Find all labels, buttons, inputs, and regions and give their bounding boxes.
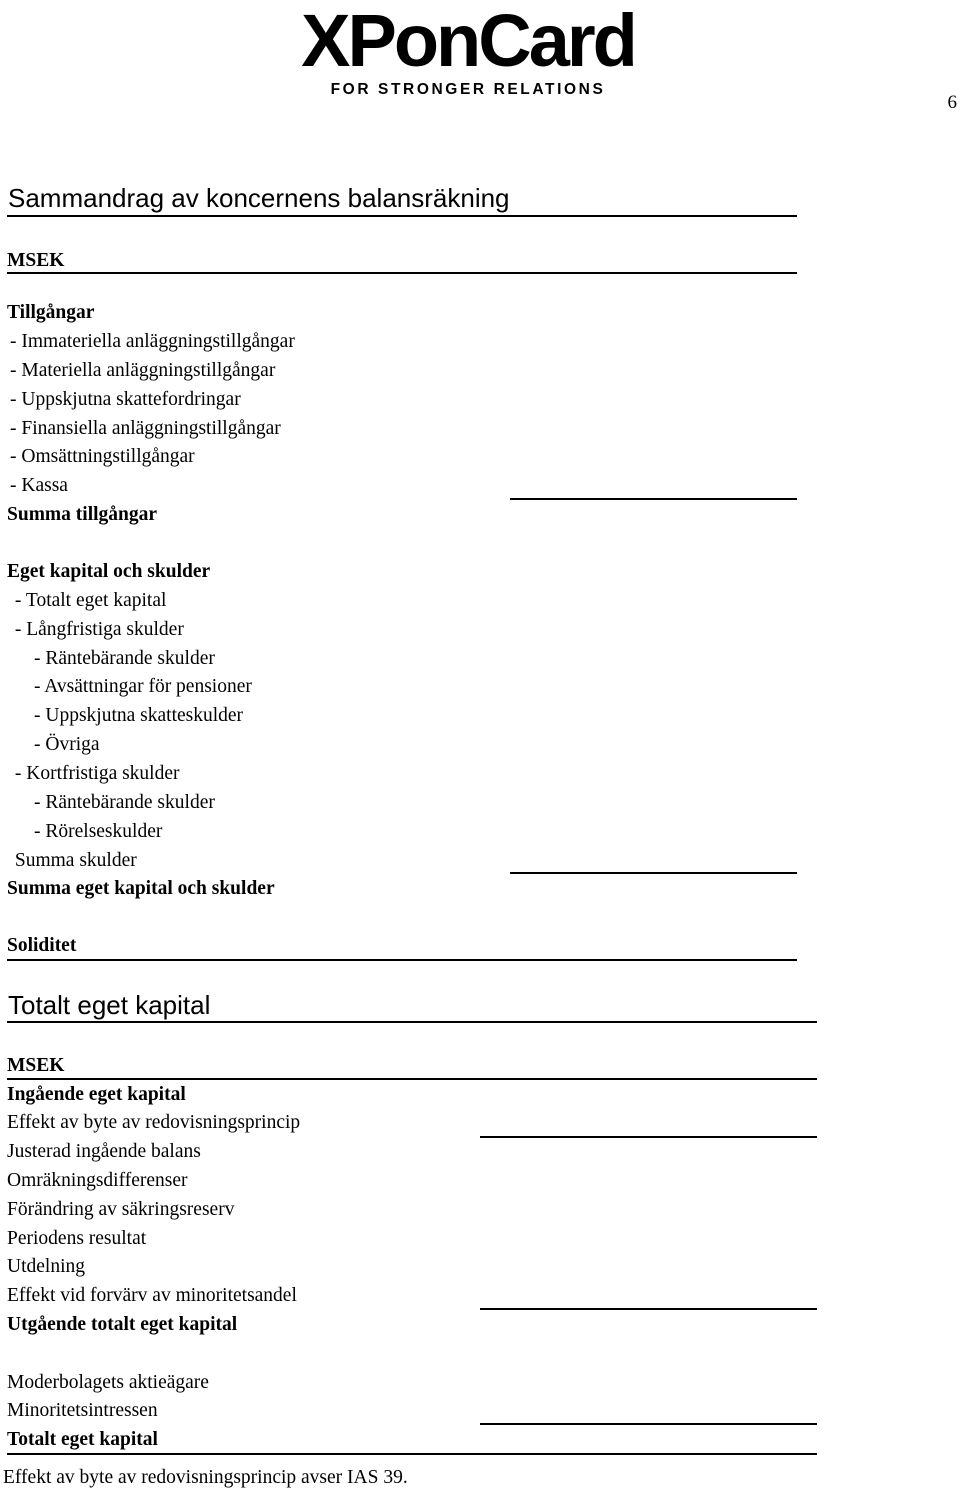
- sum-rule: [480, 1308, 817, 1310]
- row-label: Effekt av byte av redovisningsprincip: [7, 1112, 301, 1133]
- row-label: Summa skulder: [10, 850, 137, 871]
- section-end-rule: [7, 1453, 817, 1455]
- row-label: - Finansiella anläggningstillgångar: [10, 418, 281, 439]
- logo-wordmark: XPonCard: [301, 0, 635, 82]
- row-label: Moderbolagets aktieägare: [7, 1372, 209, 1393]
- row-label: - Räntebärande skulder: [34, 792, 215, 813]
- row-label: Utdelning: [7, 1256, 85, 1277]
- row-label: - Omsättningstillgångar: [10, 446, 195, 467]
- row-label: - Uppskjutna skattefordringar: [10, 389, 241, 410]
- balance-unit: MSEK: [7, 250, 65, 271]
- balance-title: Sammandrag av koncernens balansräkning: [8, 183, 510, 213]
- equity-title: Totalt eget kapital: [8, 990, 211, 1020]
- row-label: - Uppskjutna skatteskulder: [34, 705, 244, 726]
- page-number: 6: [947, 92, 957, 113]
- logo-tagline: FOR STRONGER RELATIONS: [330, 81, 606, 98]
- row-label: Justerad ingående balans: [7, 1141, 201, 1162]
- row-label: Eget kapital och skulder: [7, 561, 211, 582]
- row-label: Minoritetsintressen: [7, 1400, 158, 1421]
- equity-title-rule: [7, 1021, 817, 1023]
- row-label: Utgående totalt eget kapital: [7, 1314, 238, 1335]
- row-label: Totalt eget kapital: [7, 1429, 158, 1450]
- row-label: - Övriga: [34, 734, 100, 755]
- footnote: Effekt av byte av redovisningsprincip avser IAS 39.: [3, 1467, 408, 1488]
- row-label: - Långfristiga skulder: [10, 619, 184, 640]
- xponcard-logo: [301, 0, 635, 98]
- row-label: - Rörelseskulder: [34, 821, 163, 842]
- row-label: Summa tillgångar: [7, 504, 158, 525]
- sum-rule: [480, 1423, 817, 1425]
- row-label: Soliditet: [7, 935, 77, 956]
- row-label: Effekt vid forvärv av minoritetsandel: [7, 1285, 297, 1306]
- row-label: Summa eget kapital och skulder: [7, 878, 275, 899]
- equity-unit: MSEK: [7, 1055, 65, 1076]
- row-label: Periodens resultat: [7, 1228, 147, 1249]
- row-label: - Immateriella anläggningstillgångar: [10, 331, 295, 352]
- sum-rule: [510, 498, 797, 500]
- section-end-rule: [7, 959, 797, 961]
- row-label: - Materiella anläggningstillgångar: [10, 360, 276, 381]
- sum-rule: [510, 872, 797, 874]
- row-label: Förändring av säkringsreserv: [7, 1199, 235, 1220]
- row-label: Tillgångar: [7, 302, 95, 323]
- row-label: - Kassa: [10, 475, 68, 496]
- row-label: - Totalt eget kapital: [10, 590, 167, 611]
- row-label: - Räntebärande skulder: [34, 648, 215, 669]
- balance-header-rule: [7, 272, 797, 274]
- row-label: Omräkningsdifferenser: [7, 1170, 188, 1191]
- row-label: Ingående eget kapital: [7, 1084, 186, 1105]
- sum-rule: [480, 1136, 817, 1138]
- balance-title-rule: [7, 215, 797, 217]
- row-label: - Kortfristiga skulder: [10, 763, 180, 784]
- row-label: - Avsättningar för pensioner: [34, 676, 252, 697]
